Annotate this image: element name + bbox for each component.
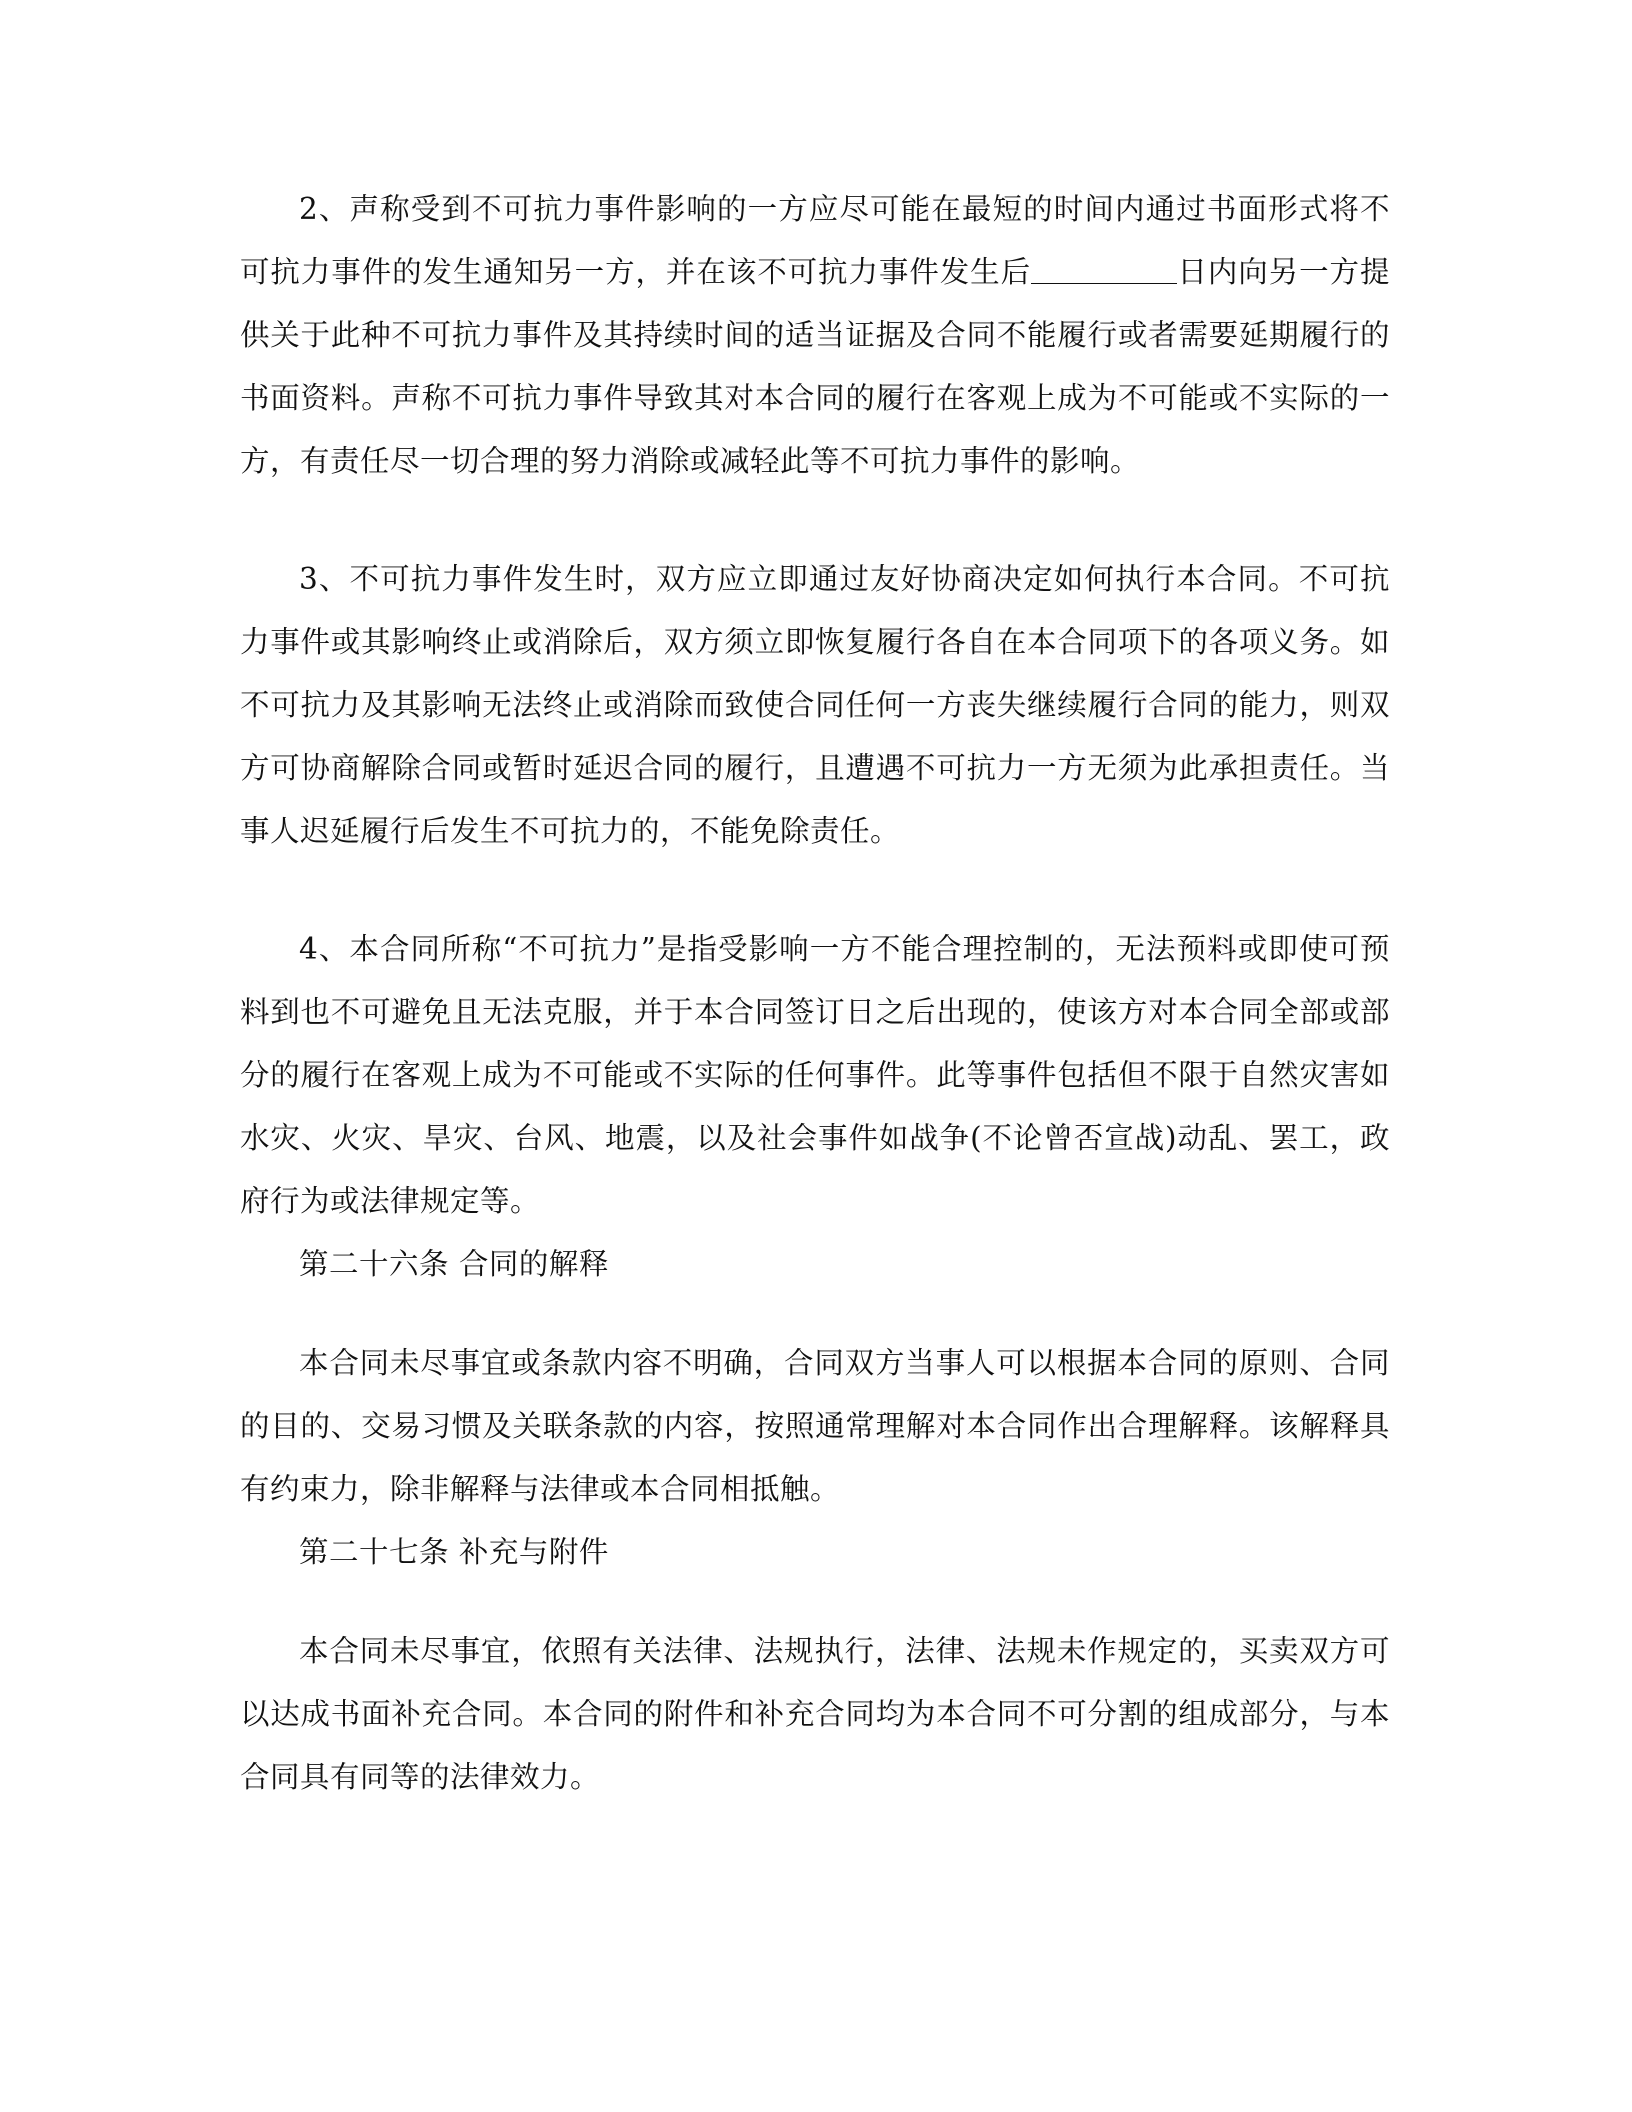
clause-2-text-start: 2、声称受到不可抗力事件影响的一方应尽可能在最短的时间内通过书面形式将不可抗力事件的发生通知另一方，并在该不可抗力事件发生后 (240, 192, 1390, 289)
article-27-heading: 第二十七条 补充与附件 (299, 1535, 609, 1569)
article-27-paragraph: 本合同未尽事宜，依照有关法律、法规执行，法律、法规未作规定的，买卖双方可以达成书面补充合同。本合同的附件和补充合同均为本合同不可分割的组成部分，与本合同具有同等的法律效力。 (240, 1634, 1390, 1794)
days-blank-field (1031, 254, 1177, 285)
document-page (240, 178, 1390, 1809)
clause-3-paragraph: 3、不可抗力事件发生时，双方应立即通过友好协商决定如何执行本合同。不可抗力事件或其影响终止或消除后，双方须立即恢复履行各自在本合同项下的各项义务。如不可抗力及其影响无法终止或消除而致使合同任何一方丧失继续履行合同的能力，则双方可协商解除合同或暂时延迟合同的履行，且遭遇不可抗力一方无须为此承担责任。当事人迟延履行后发生不可抗力的，不能免除责任。 (240, 562, 1390, 848)
clause-4-paragraph: 4、本合同所称“不可抗力”是指受影响一方不能合理控制的，无法预料或即使可预料到也不可避免且无法克服，并于本合同签订日之后出现的，使该方对本合同全部或部分的履行在客观上成为不可能或不实际的任何事件。此等事件包括但不限于自然灾害如水灾、火灾、旱灾、台风、地震，以及社会事件如战争(不论曾否宣战)动乱、罢工，政府行为或法律规定等。 (240, 932, 1390, 1218)
clause-2-text-end: 日内向另一方提供关于此种不可抗力事件及其持续时间的适当证据及合同不能履行或者需要延期履行的书面资料。声称不可抗力事件导致其对本合同的履行在客观上成为不可能或不实际的一方，有责任尽一切合理的努力消除或减轻此等不可抗力事件的影响。 (240, 255, 1390, 478)
article-26-paragraph: 本合同未尽事宜或条款内容不明确，合同双方当事人可以根据本合同的原则、合同的目的、交易习惯及关联条款的内容，按照通常理解对本合同作出合理解释。该解释具有约束力，除非解释与法律或本合同相抵触。 (240, 1346, 1390, 1506)
article-26-heading: 第二十六条 合同的解释 (299, 1247, 609, 1281)
clause-2-paragraph (240, 178, 1390, 493)
